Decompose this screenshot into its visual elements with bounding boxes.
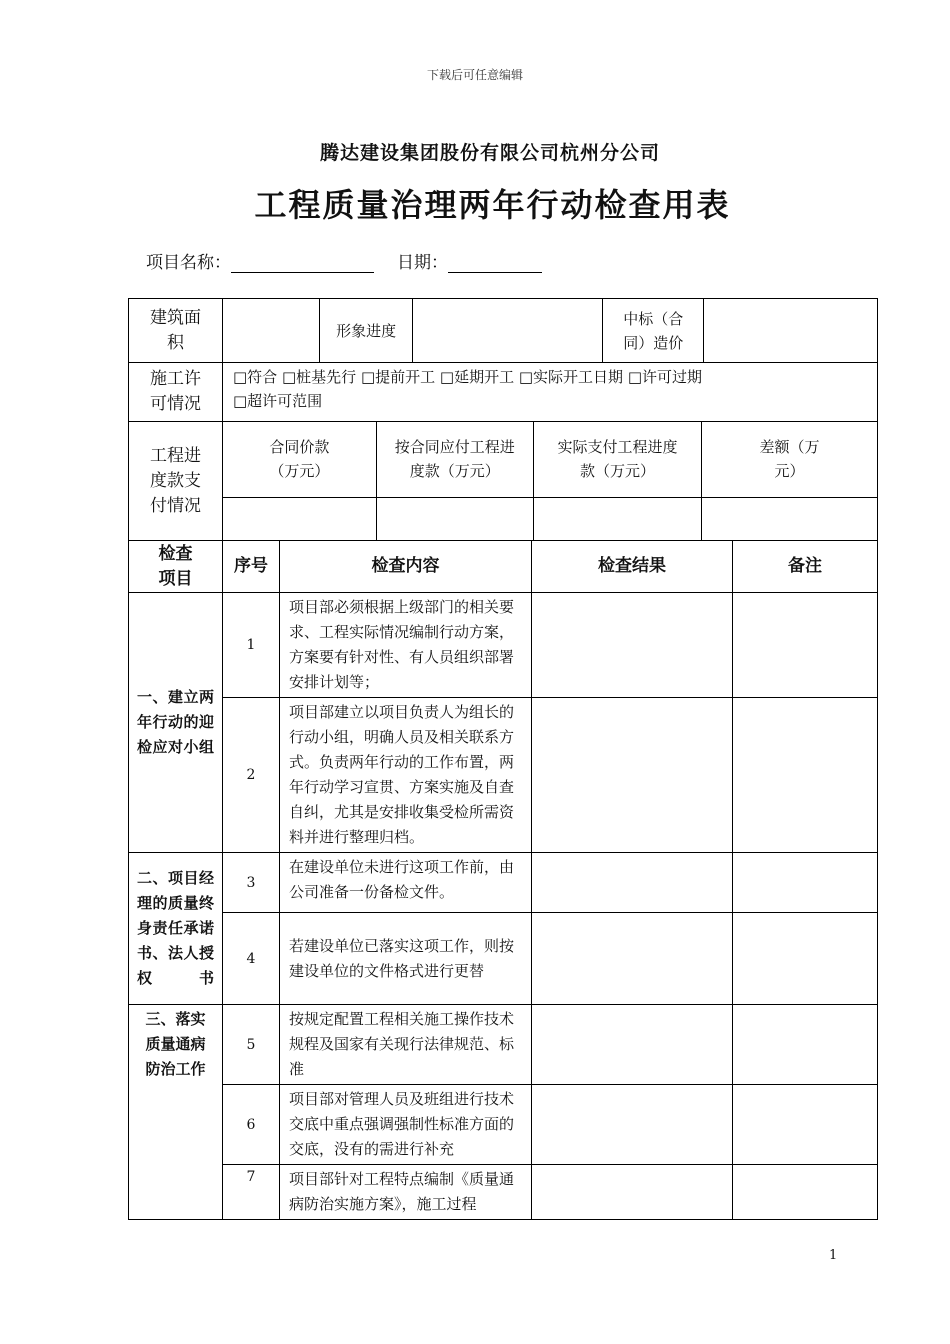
item-result[interactable] bbox=[532, 593, 733, 698]
permit-option-actual-start-date[interactable]: □实际开工日期 bbox=[518, 368, 624, 386]
info-row bbox=[223, 299, 878, 363]
permit-option-pile-first[interactable]: □桩基先行 bbox=[281, 368, 357, 386]
payment-header-contract: 合同价款（万元） bbox=[269, 438, 330, 481]
contract-price-value[interactable] bbox=[704, 299, 877, 362]
item-note[interactable] bbox=[733, 593, 878, 698]
item-result[interactable] bbox=[532, 913, 733, 1005]
payment-header-paid: 实际支付工程进度款（万元） bbox=[533, 422, 701, 497]
permit-option-comply[interactable]: □符合 bbox=[233, 368, 278, 386]
item-content: 项目部针对工程特点编制《质量通病防治实施方案》，施工过程 bbox=[280, 1165, 532, 1220]
table-row bbox=[129, 1085, 878, 1165]
table-row bbox=[129, 913, 878, 1005]
permit-option-expired[interactable]: □许可过期 bbox=[627, 368, 703, 386]
item-number: 2 bbox=[223, 698, 280, 853]
item-number: 6 bbox=[223, 1085, 280, 1165]
permit-option-delayed-start[interactable]: □延期开工 bbox=[439, 368, 515, 386]
table-row bbox=[129, 698, 878, 853]
table-row bbox=[129, 1165, 878, 1220]
progress-label: 形象进度 bbox=[320, 299, 413, 362]
payment-label: 工程进度款支付情况 bbox=[129, 422, 223, 541]
item-result[interactable] bbox=[532, 1085, 733, 1165]
permit-option-early-start[interactable]: □提前开工 bbox=[360, 368, 436, 386]
building-area-label: 建筑面积 bbox=[129, 299, 223, 363]
item-content: 项目部必须根据上级部门的相关要求、工程实际情况编制行动方案，方案要有针对性、有人员组织部署安排计划等； bbox=[280, 593, 532, 698]
item-number: 4 bbox=[223, 913, 280, 1005]
item-content: 若建设单位已落实这项工作，则按建设单位的文件格式进行更替 bbox=[280, 913, 532, 1005]
date-blank[interactable] bbox=[448, 252, 542, 273]
inspection-table bbox=[128, 298, 878, 1220]
payment-due-value[interactable] bbox=[376, 497, 533, 540]
page-number: 1 bbox=[829, 1248, 838, 1263]
item-number: 3 bbox=[223, 853, 280, 913]
table-row bbox=[129, 593, 878, 698]
payment-grid bbox=[223, 422, 878, 541]
permit-options bbox=[223, 363, 878, 422]
section-category: 二、项目经理的质量终身责任承诺书、法人授权书 bbox=[129, 853, 223, 1005]
permit-label: 施工许可情况 bbox=[129, 363, 223, 422]
header-note: 备注 bbox=[733, 541, 878, 593]
item-note[interactable] bbox=[733, 1005, 878, 1085]
item-number: 1 bbox=[223, 593, 280, 698]
date-label: 日期： bbox=[397, 253, 448, 273]
item-content: 项目部对管理人员及班组进行技术交底中重点强调强制性标准方面的交底，没有的需进行补充 bbox=[280, 1085, 532, 1165]
project-name-field bbox=[146, 248, 374, 273]
item-number: 7 bbox=[223, 1165, 280, 1220]
company-name: 腾达建设集团股份有限公司杭州分公司 bbox=[319, 142, 660, 164]
section-category: 一、建立两年行动的迎检应对小组 bbox=[129, 593, 223, 853]
date-field bbox=[397, 248, 542, 273]
header-result: 检查结果 bbox=[532, 541, 733, 593]
payment-paid-value[interactable] bbox=[533, 497, 701, 540]
item-note[interactable] bbox=[733, 698, 878, 853]
header-content: 检查内容 bbox=[280, 541, 532, 593]
item-content: 按规定配置工程相关施工操作技术规程及国家有关现行法律规范、标准 bbox=[280, 1005, 532, 1085]
payment-header-due: 按合同应付工程进度款（万元） bbox=[376, 422, 533, 497]
project-name-blank[interactable] bbox=[231, 252, 374, 273]
permit-option-exceed-scope[interactable]: □超许可范围 bbox=[233, 392, 323, 410]
item-note[interactable] bbox=[733, 853, 878, 913]
item-number: 5 bbox=[223, 1005, 280, 1085]
item-result[interactable] bbox=[532, 853, 733, 913]
section-category: 三、落实质量通病防治工作 bbox=[129, 1005, 223, 1220]
payment-header-diff: 差额（万元） bbox=[702, 422, 877, 497]
table-row bbox=[129, 853, 878, 913]
item-result[interactable] bbox=[532, 698, 733, 853]
progress-value[interactable] bbox=[412, 299, 602, 362]
item-content: 在建设单位未进行这项工作前，由公司准备一份备检文件。 bbox=[280, 853, 532, 913]
payment-diff-value[interactable] bbox=[702, 497, 877, 540]
item-result[interactable] bbox=[532, 1005, 733, 1085]
item-result[interactable] bbox=[532, 1165, 733, 1220]
document-title: 工程质量治理两年行动检查用表 bbox=[254, 186, 731, 224]
header-note: 下载后可任意编辑 bbox=[426, 68, 523, 82]
project-name-label: 项目名称： bbox=[146, 253, 231, 273]
item-note[interactable] bbox=[733, 913, 878, 1005]
item-note[interactable] bbox=[733, 1165, 878, 1220]
item-note[interactable] bbox=[733, 1085, 878, 1165]
header-category: 检查项目 bbox=[129, 541, 223, 593]
contract-price-label: 中标（合同）造价 bbox=[603, 299, 704, 362]
item-content: 项目部建立以项目负责人为组长的行动小组，明确人员及相关联系方式。负责两年行动的工作布置，两年行动学习宣贯、方案实施及自查自纠，尤其是安排收集受检所需资料并进行整理归档。 bbox=[280, 698, 532, 853]
building-area-value[interactable] bbox=[223, 299, 320, 362]
payment-contract-value[interactable] bbox=[223, 497, 376, 540]
header-number: 序号 bbox=[223, 541, 280, 593]
table-row bbox=[129, 1005, 878, 1085]
